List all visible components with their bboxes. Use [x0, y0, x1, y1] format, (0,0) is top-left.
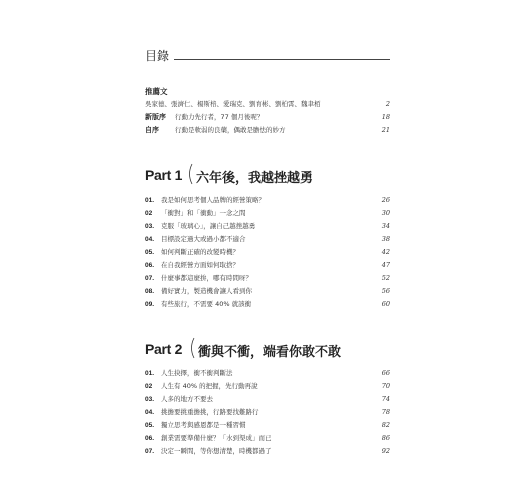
chapter-page: 60: [381, 300, 390, 308]
chapter-page: 70: [381, 382, 390, 390]
chapter-page: 34: [381, 222, 390, 230]
chapter-title: 獨立思考與感恩都是一種習慣: [161, 421, 246, 429]
preface-row-author: [145, 125, 390, 136]
chapter-title: 如何判斷正確的改變時機？: [161, 248, 239, 256]
toc-title: 目錄: [145, 49, 170, 63]
chapter-row: [145, 208, 390, 219]
chapter-number: 07.: [145, 275, 155, 282]
preface-row-page: 18: [381, 113, 390, 121]
chapter-page: 52: [381, 274, 390, 282]
chapter-title: 我是如何思考個人品牌的經營策略？: [161, 196, 265, 204]
part-1-heading: [145, 163, 390, 187]
chapter-page: 86: [381, 434, 390, 442]
toc-title-rule: [174, 59, 390, 60]
chapter-title: 備好實力，製造機會讓人看到你: [161, 287, 252, 295]
chapter-number: 02: [145, 383, 153, 390]
chapter-row: [145, 368, 390, 379]
chapter-number: 01.: [145, 197, 155, 204]
preface-row-label: 自序: [145, 126, 159, 134]
chapter-number: 01.: [145, 370, 155, 377]
chapter-page: 38: [381, 235, 390, 243]
chapter-number: 04.: [145, 236, 155, 243]
chapter-title: 人生有 40% 的把握，先行動再說: [161, 382, 258, 390]
chapter-page: 56: [381, 287, 390, 295]
chapter-title: 目標設定過大或過小都不適合: [161, 235, 246, 243]
preface-row-label: 新版序: [145, 113, 166, 121]
chapter-page: 47: [381, 261, 390, 269]
chapter-row: [145, 420, 390, 431]
chapter-page: 74: [381, 395, 390, 403]
toc-header: [145, 49, 390, 65]
chapter-row: [145, 381, 390, 392]
chapter-number: 06.: [145, 435, 155, 442]
preface-row-recommenders: [145, 99, 390, 110]
chapter-title: 人生抉擇，衝不衝判斷法: [161, 369, 233, 377]
chapter-page: 92: [381, 447, 390, 455]
chapter-row: [145, 299, 390, 310]
chapter-row: [145, 234, 390, 245]
part-number: Part 1: [145, 167, 183, 183]
chapter-row: [145, 407, 390, 418]
chapter-number: 05.: [145, 422, 155, 429]
chapter-row: [145, 286, 390, 297]
chapter-number: 08.: [145, 288, 155, 295]
chapter-number: 05.: [145, 249, 155, 256]
chapter-title: 人多的地方不要去: [161, 395, 213, 403]
preface-row-new-edition: [145, 112, 390, 123]
chapter-row: [145, 195, 390, 206]
bracket-arc-icon: [189, 337, 195, 359]
part-2-heading: [145, 337, 390, 361]
chapter-page: 78: [381, 408, 390, 416]
chapter-page: 82: [381, 421, 390, 429]
chapter-row: [145, 260, 390, 271]
chapter-title: 挑擔要挑重擔挑，行路要找難路行: [161, 408, 259, 416]
part-title: 六年後，我越挫越勇: [196, 171, 314, 186]
chapter-row: [145, 221, 390, 232]
chapter-page: 42: [381, 248, 390, 256]
chapter-title: 在自我經營方面如何取捨？: [161, 261, 239, 269]
chapter-title: 有些旅行，不需要 40% 就該衝: [161, 300, 252, 308]
chapter-number: 03.: [145, 223, 155, 230]
chapter-number: 09.: [145, 301, 155, 308]
chapter-number: 07.: [145, 448, 155, 455]
part-number: Part 2: [145, 341, 183, 357]
chapter-title: 決定一瞬間，等你想清楚，時機都過了: [161, 447, 272, 455]
chapter-row: [145, 394, 390, 405]
chapter-title: 什麼事都這麼拚，哪有時間呀？: [161, 274, 252, 282]
chapter-number: 06.: [145, 262, 155, 269]
bracket-arc-icon: [187, 163, 193, 185]
chapter-page: 26: [381, 196, 390, 204]
chapter-title: 創業需要準備什麼？「水到渠成」而已: [161, 434, 272, 442]
part-title: 衝與不衝，端看你敢不敢: [198, 345, 342, 360]
preface-heading: 推薦文: [145, 87, 168, 96]
chapter-row: [145, 446, 390, 457]
chapter-row: [145, 273, 390, 284]
chapter-page: 30: [381, 209, 390, 217]
chapter-page: 66: [381, 369, 390, 377]
chapter-number: 04.: [145, 409, 155, 416]
chapter-number: 03.: [145, 396, 155, 403]
preface-row-page: 2: [385, 100, 390, 108]
chapter-row: [145, 433, 390, 444]
preface-row-text: 行動力先行者，77 個月後呢？: [175, 113, 264, 121]
preface-row-page: 21: [381, 126, 390, 134]
chapter-title: 克服「玻璃心」，讓自己越挫越勇: [161, 222, 256, 230]
preface-row-text: 行動是軟弱的良藥，偶敢是膽怯的妙方: [175, 126, 286, 134]
chapter-title: 「衝對」和「衝動」一念之間: [161, 209, 246, 217]
chapter-row: [145, 247, 390, 258]
chapter-number: 02: [145, 210, 153, 217]
preface-row-text: 吳家德、張濟仁、楊斯棓、愛瑞克、劉育彬、劉柏霄、魏聿栢: [145, 100, 321, 108]
